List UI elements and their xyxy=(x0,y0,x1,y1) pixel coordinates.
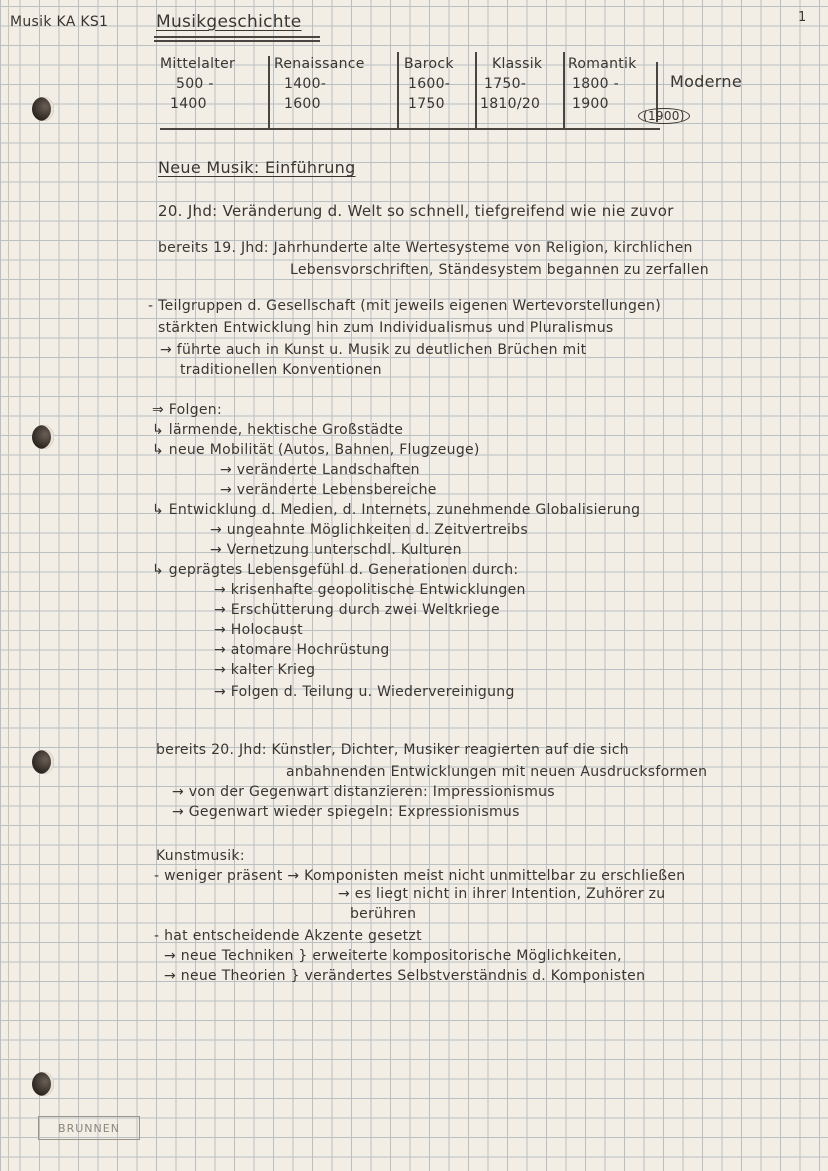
table-bottom-line xyxy=(160,128,660,130)
note-line: → Vernetzung unterschdl. Kulturen xyxy=(210,542,462,558)
note-line: bereits 19. Jhd: Jahrhunderte alte Wertesysteme von Religion, kirchlichen xyxy=(158,240,693,256)
punch-hole xyxy=(32,750,54,774)
epoch-start: 500 - xyxy=(176,76,214,92)
section-title: Neue Musik: Einführung xyxy=(158,158,356,177)
note-line: → von der Gegenwart distanzieren: Impressionismus xyxy=(172,784,555,800)
epoch-end: 1810/20 xyxy=(480,96,541,112)
note-line: 20. Jhd: Veränderung d. Welt so schnell, tiefgreifend wie nie zuvor xyxy=(158,202,674,220)
epoch-start: 1400- xyxy=(284,76,327,92)
page-title: Musikgeschichte xyxy=(156,12,302,32)
epoch-end: 1600 xyxy=(284,96,321,112)
note-line: stärkten Entwicklung hin zum Individualismus und Pluralismus xyxy=(158,320,614,336)
note-line: → neue Techniken } erweiterte kompositorische Möglichkeiten, xyxy=(164,948,622,964)
punch-hole xyxy=(32,425,54,449)
table-divider xyxy=(563,52,565,128)
epoch-start: 1600- xyxy=(408,76,451,92)
epoch-end: 1750 xyxy=(408,96,445,112)
epoch-start: 1800 - xyxy=(572,76,619,92)
table-divider xyxy=(397,52,399,128)
epoch-name: Mittelalter xyxy=(160,56,236,72)
note-line: → kalter Krieg xyxy=(214,662,316,678)
title-underline xyxy=(154,36,320,38)
note-line: - weniger präsent → Komponisten meist nicht unmittelbar zu erschließen xyxy=(154,868,686,884)
title-underline-2 xyxy=(154,40,320,42)
note-line: → neue Theorien } verändertes Selbstverständnis d. Komponisten xyxy=(164,968,646,984)
note-line: → veränderte Lebensbereiche xyxy=(220,482,437,498)
note-line: ↳ lärmende, hektische Großstädte xyxy=(152,422,404,438)
epoch-start-circled: (1900) xyxy=(638,108,690,124)
table-divider xyxy=(475,52,477,128)
note-line: bereits 20. Jhd: Künstler, Dichter, Musiker reagierten auf die sich xyxy=(156,742,629,758)
epoch-name: Barock xyxy=(404,56,454,72)
note-line: → krisenhafte geopolitische Entwicklungen xyxy=(214,582,526,598)
note-line: ⇒ Folgen: xyxy=(152,402,222,418)
punch-hole xyxy=(32,1072,54,1096)
note-line: → Folgen d. Teilung u. Wiedervereinigung xyxy=(214,684,515,700)
note-line: Lebensvorschriften, Ständesystem begannen zu zerfallen xyxy=(290,262,709,278)
note-line: anbahnenden Entwicklungen mit neuen Ausdrucksformen xyxy=(286,764,708,780)
note-line: → Erschütterung durch zwei Weltkriege xyxy=(214,602,500,618)
note-line: - Teilgruppen d. Gesellschaft (mit jeweils eigenen Wertevorstellungen) xyxy=(148,298,661,314)
note-line: → ungeahnte Möglichkeiten d. Zeitvertreibs xyxy=(210,522,528,538)
epoch-start: 1750- xyxy=(484,76,527,92)
note-line: ↳ Entwicklung d. Medien, d. Internets, zunehmende Globalisierung xyxy=(152,502,641,518)
epoch-name: Romantik xyxy=(568,56,637,72)
note-line: berühren xyxy=(350,906,417,922)
punch-hole xyxy=(32,97,54,121)
note-line: traditionellen Konventionen xyxy=(180,362,382,378)
note-line: ↳ neue Mobilität (Autos, Bahnen, Flugzeuge) xyxy=(152,442,480,458)
epoch-name: Klassik xyxy=(492,56,543,72)
course-label: Musik KA KS1 xyxy=(10,14,109,30)
epoch-name: Moderne xyxy=(670,72,742,91)
margin-line xyxy=(8,0,9,1171)
page-number: 1 xyxy=(798,10,807,25)
epoch-end: 1900 xyxy=(572,96,609,112)
note-line: → es liegt nicht in ihrer Intention, Zuhörer zu xyxy=(338,886,666,902)
note-line: → Holocaust xyxy=(214,622,303,638)
note-line: → atomare Hochrüstung xyxy=(214,642,390,658)
table-divider xyxy=(268,56,270,128)
brand-logo: BRUNNEN xyxy=(38,1116,140,1140)
epoch-end: 1400 xyxy=(170,96,207,112)
note-line: - hat entscheidende Akzente gesetzt xyxy=(154,928,422,944)
note-line: → führte auch in Kunst u. Musik zu deutlichen Brüchen mit xyxy=(160,342,587,358)
note-line: Kunstmusik: xyxy=(156,848,245,864)
note-line: ↳ geprägtes Lebensgefühl d. Generationen durch: xyxy=(152,562,519,578)
note-line: → Gegenwart wieder spiegeln: Expressionismus xyxy=(172,804,520,820)
note-line: → veränderte Landschaften xyxy=(220,462,420,478)
epoch-name: Renaissance xyxy=(274,56,365,72)
